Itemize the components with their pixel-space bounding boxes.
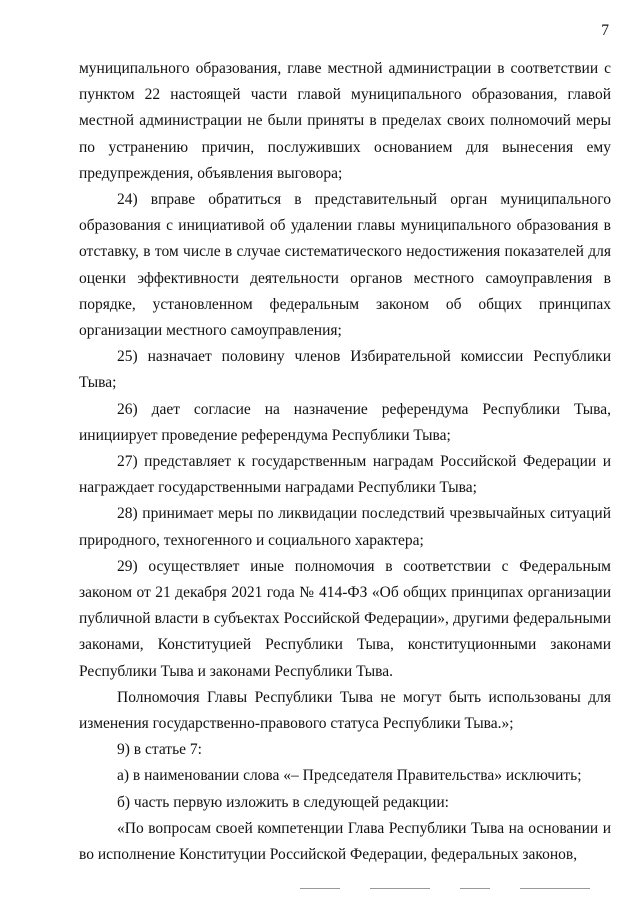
paragraph-subitem-a: а) в наименовании слова «– Председателя Правительства» исключить; <box>117 767 582 785</box>
paragraph-subitem-b: б) часть первую изложить в следующей редакции: <box>117 793 449 811</box>
paragraph-quoted-start: «По вопросам своей компетенции Глава Республики Тыва на основании и во исполнение Конституции Российской Федерации, федеральных законов, <box>79 819 611 864</box>
paragraph-item-27: 27) представляет к государственным наградам Российской Федерации и награждает государственными наградами Республики Тыва; <box>79 453 611 497</box>
page-number: 7 <box>601 22 609 39</box>
paragraph-item-29: 29) осуществляет иные полномочия в соответствии с Федеральным законом от 21 декабря 2021 года № 414-ФЗ «Об общих принципах организации публичной власти в субъектах Российской Федерации», другими федеральными законами, Конституцией Республики Тыва, конституционными законами Республики Тыва и законами Республики Тыва. <box>79 557 611 680</box>
document-body <box>79 56 611 868</box>
paragraph-powers-limit: Полномочия Главы Республики Тыва не могут быть использованы для изменения государственно-правового статуса Республики Тыва.»; <box>79 688 611 733</box>
paragraph-item-9: 9) в статье 7: <box>117 741 202 759</box>
scan-artifact-marks <box>300 888 600 894</box>
paragraph-item-26: 26) дает согласие на назначение референдума Республики Тыва, инициирует проведение референдума Республики Тыва; <box>79 400 611 444</box>
paragraph-item-25: 25) назначает половину членов Избирательной комиссии Республики Тыва; <box>79 348 611 392</box>
paragraph-item-24: 24) вправе обратиться в представительный орган муниципального образования с инициативой об удалении главы муниципального образования в отставку, в том числе в случае систематического недостижения показателей для оценки эффективности деятельности органов местного самоуправления в порядке, установленном федеральным законом об общих принципах организации местного самоуправления; <box>79 191 611 340</box>
paragraph-item-28: 28) принимает меры по ликвидации последствий чрезвычайных ситуаций природного, техногенного и социального характера; <box>79 505 611 549</box>
paragraph-continuation: муниципального образования, главе местной администрации в соответствии с пунктом 22 настоящей части главой муниципального образования, главой местной администрации не были приняты в пределах своих полномочий меры по устранению причин, послуживших основанием для вынесения ему предупреждения, объявления выговора; <box>79 60 611 182</box>
